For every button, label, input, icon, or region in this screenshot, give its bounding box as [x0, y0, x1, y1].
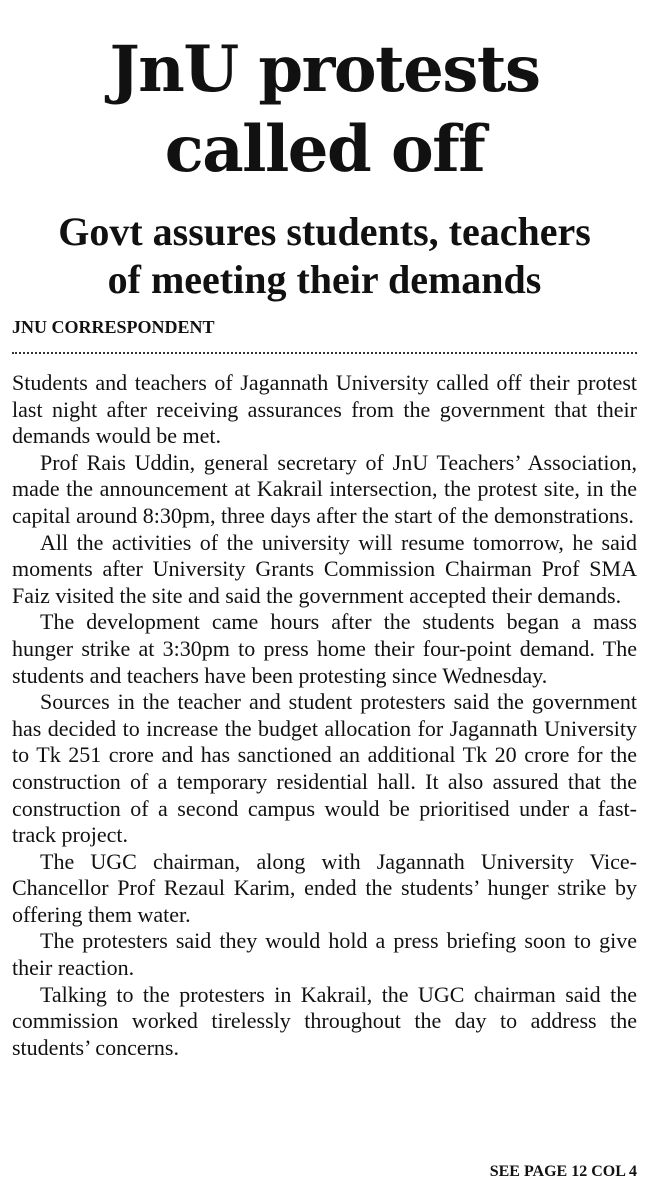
subheadline-line-2: of meeting their demands	[107, 257, 542, 302]
article-paragraph: Prof Rais Uddin, general secretary of JnU Teachers’ Association, made the announcement at Kakrail intersection, the protest site, in the capital around 8:30pm, three days after the start of the demonstrations.	[12, 449, 637, 528]
headline-line-1: JnU protests	[109, 32, 540, 107]
article-paragraph: Talking to the protesters in Kakrail, the UGC chairman said the commission worked tirelessly throughout the day to address the students’ concerns.	[12, 981, 637, 1060]
headline	[0, 30, 649, 190]
dotted-divider	[12, 352, 637, 354]
article-paragraph: Sources in the teacher and student protesters said the government has decided to increase the budget allocation for Jagannath University to Tk 251 crore and has sanctioned an additional Tk 20 crore for the construction of a temporary residential hall. It also assured that the construction of a second campus would be prioritised under a fast-track project.	[12, 689, 637, 848]
article-paragraph: The protesters said they would hold a press briefing soon to give their reaction.	[12, 928, 637, 981]
subheadline-line-1: Govt assures students, teachers	[58, 209, 591, 254]
article-body	[12, 370, 637, 1061]
article-paragraph: The UGC chairman, along with Jagannath University Vice-Chancellor Prof Rezaul Karim, ended the students’ hunger strike by offering them water.	[12, 848, 637, 927]
continued-on-page-note: SEE PAGE 12 COL 4	[489, 1163, 637, 1180]
article-paragraph: The development came hours after the students began a mass hunger strike at 3:30pm to press home their four-point demand. The students and teachers have been protesting since Wednesday.	[12, 609, 637, 688]
subheadline	[0, 208, 649, 304]
byline: JNU CORRESPONDENT	[12, 317, 215, 337]
headline-line-2: called off	[164, 112, 485, 187]
article-paragraph: All the activities of the university will resume tomorrow, he said moments after University Grants Commission Chairman Prof SMA Faiz visited the site and said the government accepted their demands.	[12, 529, 637, 608]
article-paragraph: Students and teachers of Jagannath University called off their protest last night after receiving assurances from the government that their demands would be met.	[12, 370, 637, 449]
